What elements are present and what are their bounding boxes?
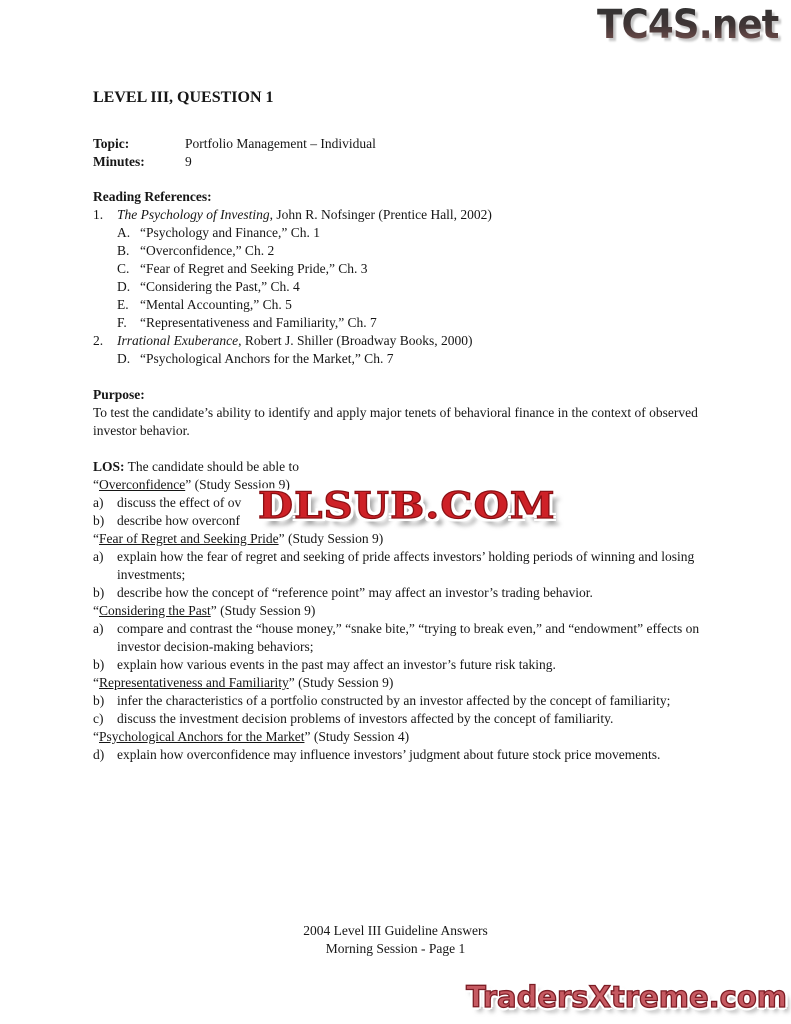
- los-item-text: explain how the fear of regret and seeking of pride affects investors’ holding periods of winning and losing investments;: [117, 549, 695, 582]
- topic-value: Portfolio Management – Individual: [185, 136, 376, 151]
- los-session: ” (Study Session 9): [185, 477, 290, 492]
- chapter-item: [117, 296, 705, 314]
- los-label: LOS:: [93, 459, 125, 474]
- open-quote: “: [93, 675, 99, 690]
- meta-block: [93, 135, 705, 171]
- dlsub-watermark: DLSUB.COM: [258, 485, 556, 527]
- reference-chapters: [117, 350, 705, 368]
- los-phrase: Representativeness and Familiarity: [99, 675, 289, 690]
- footer-line-2: Morning Session - Page 1: [325, 941, 466, 956]
- los-item-marker: b): [93, 585, 105, 600]
- minutes-value: 9: [185, 154, 192, 169]
- los-item-marker: b): [93, 657, 105, 672]
- reading-references-heading: Reading References:: [93, 189, 212, 204]
- reference-number: 2.: [93, 333, 104, 348]
- footer-line-1: 2004 Level III Guideline Answers: [303, 923, 488, 938]
- los-phrase: Considering the Past: [99, 603, 211, 618]
- los-phrase: Psychological Anchors for the Market: [99, 729, 305, 744]
- reference-chapters: [117, 224, 705, 332]
- chapter-letter: E.: [117, 297, 129, 312]
- tc4s-logo: TC4S.net: [597, 2, 779, 48]
- los-item-marker: c): [93, 711, 104, 726]
- purpose-text: To test the candidate’s ability to identify and apply major tenets of behavioral finance in the context of observed investor behavior.: [93, 405, 698, 438]
- reference-item: [93, 332, 705, 350]
- chapter-text: “Psychology and Finance,” Ch. 1: [140, 225, 320, 240]
- purpose-heading: Purpose:: [93, 387, 145, 402]
- chapter-text: “Mental Accounting,” Ch. 5: [140, 297, 292, 312]
- minutes-row: [93, 153, 705, 171]
- los-item: [93, 656, 705, 674]
- chapter-item: [117, 314, 705, 332]
- los-item-text: discuss the effect of ov: [117, 495, 242, 510]
- page-footer: [0, 922, 791, 958]
- los-subheading: [93, 728, 705, 746]
- chapter-item: [117, 278, 705, 296]
- chapter-item: [117, 224, 705, 242]
- chapter-text: “Representativeness and Familiarity,” Ch. 7: [140, 315, 377, 330]
- chapter-letter: B.: [117, 243, 130, 258]
- chapter-letter: A.: [117, 225, 131, 240]
- minutes-label: Minutes:: [93, 154, 145, 169]
- los-phrase: Fear of Regret and Seeking Pride: [99, 531, 279, 546]
- reference-authors: , Robert J. Shiller (Broadway Books, 2000): [238, 333, 473, 348]
- reference-item: [93, 206, 705, 224]
- los-subheading: [93, 674, 705, 692]
- open-quote: “: [93, 531, 99, 546]
- chapter-letter: D.: [117, 279, 131, 294]
- chapter-item: [117, 260, 705, 278]
- los-item: [93, 548, 705, 584]
- chapter-text: “Fear of Regret and Seeking Pride,” Ch. 3: [140, 261, 368, 276]
- los-item-text: explain how various events in the past may affect an investor’s future risk taking.: [117, 657, 556, 672]
- los-subheading: [93, 602, 705, 620]
- reference-title: Irrational Exuberance: [117, 333, 239, 348]
- los-item-text: explain how overconfidence may influence investors’ judgment about future stock price movements.: [117, 747, 661, 762]
- los-item: [93, 710, 705, 728]
- chapter-letter: C.: [117, 261, 130, 276]
- los-item: [93, 584, 705, 602]
- los-session: ” (Study Session 9): [278, 531, 384, 546]
- reference-citation: [117, 332, 705, 350]
- los-subheading: [93, 530, 705, 548]
- los-item: [93, 746, 705, 764]
- topic-label: Topic:: [93, 136, 130, 151]
- los-item: [93, 620, 705, 656]
- topic-row: [93, 135, 705, 153]
- reference-title: The Psychology of Investing: [117, 207, 270, 222]
- los-item-text: describe how the concept of “reference point” may affect an investor’s trading behavior.: [117, 585, 593, 600]
- chapter-item: [117, 242, 705, 260]
- los-phrase: Overconfidence: [99, 477, 186, 492]
- page-title: LEVEL III, QUESTION 1: [93, 89, 274, 106]
- los-item-marker: a): [93, 549, 104, 564]
- chapter-item: [117, 350, 705, 368]
- chapter-text: “Considering the Past,” Ch. 4: [140, 279, 300, 294]
- purpose-section: [93, 386, 705, 440]
- los-item-marker: a): [93, 621, 104, 636]
- los-lead: [93, 458, 705, 476]
- los-lead-text: The candidate should be able to: [124, 459, 299, 474]
- los-item-marker: b): [93, 513, 105, 528]
- reading-references-section: [93, 188, 705, 368]
- los-item-marker: b): [93, 693, 105, 708]
- reference-citation: [117, 206, 705, 224]
- chapter-text: “Overconfidence,” Ch. 2: [140, 243, 275, 258]
- los-item-marker: a): [93, 495, 104, 510]
- document-content: [93, 88, 705, 764]
- tradersxtreme-watermark: TradersXtreme.com: [466, 980, 787, 1014]
- open-quote: “: [93, 477, 99, 492]
- los-session: ” (Study Session 9): [210, 603, 316, 618]
- los-session: ” (Study Session 9): [288, 675, 394, 690]
- chapter-letter: F.: [117, 315, 127, 330]
- open-quote: “: [93, 729, 99, 744]
- chapter-letter: D.: [117, 351, 131, 366]
- reference-number: 1.: [93, 207, 104, 222]
- los-item-text: discuss the investment decision problems of investors affected by the concept of familiarity.: [117, 711, 614, 726]
- los-session: ” (Study Session 4): [304, 729, 410, 744]
- reference-authors: , John R. Nofsinger (Prentice Hall, 2002): [269, 207, 492, 222]
- los-item-marker: d): [93, 747, 105, 762]
- los-item-text: describe how overconf: [117, 513, 240, 528]
- los-item-text: infer the characteristics of a portfolio constructed by an investor affected by the concept of familiarity;: [117, 693, 671, 708]
- chapter-text: “Psychological Anchors for the Market,” Ch. 7: [140, 351, 394, 366]
- los-item-text: compare and contrast the “house money,” “snake bite,” “trying to break even,” and “endowment” effects on investor decision-making behaviors;: [117, 621, 700, 654]
- los-item: [93, 692, 705, 710]
- open-quote: “: [93, 603, 99, 618]
